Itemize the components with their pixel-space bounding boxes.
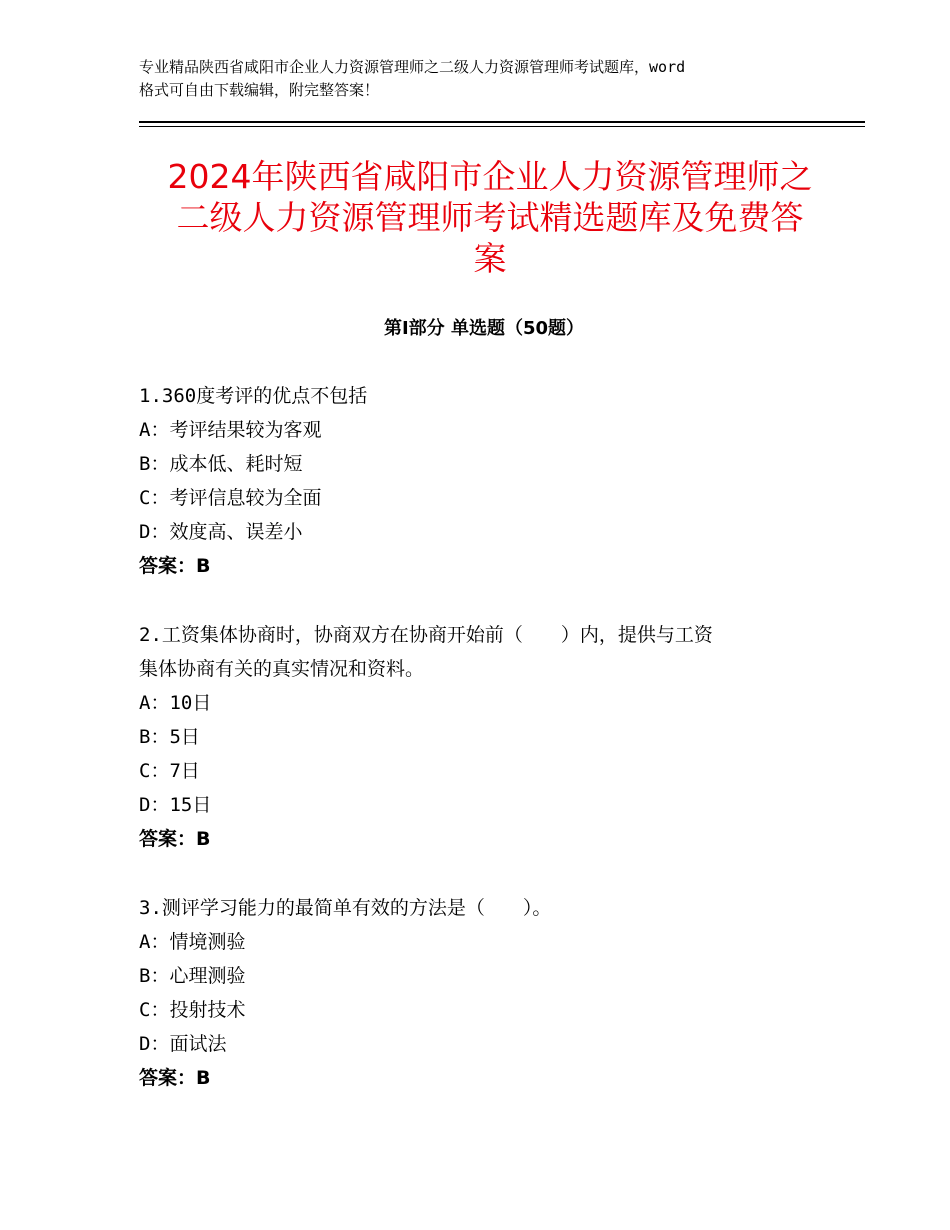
answer: 答案：B <box>139 555 211 577</box>
option-b: B：5日 <box>139 726 200 748</box>
option-a: A：情境测验 <box>139 931 246 953</box>
option-d: D：15日 <box>139 794 212 816</box>
header-note-line: 格式可自由下载编辑，附完整答案！ <box>139 81 380 99</box>
option-d: D：面试法 <box>139 1033 227 1055</box>
answer: 答案：B <box>139 1067 211 1089</box>
question-stem: 3.测评学习能力的最简单有效的方法是（ ）。 <box>139 897 552 919</box>
document-title <box>100 156 880 279</box>
header-divider <box>139 121 865 123</box>
option-a: A：考评结果较为客观 <box>139 419 322 441</box>
option-c: C：考评信息较为全面 <box>139 487 322 509</box>
section-title: 第Ⅰ部分 单选题（50题） <box>383 318 584 339</box>
title-line: 案 <box>473 239 507 278</box>
title-line: 2024年陕西省咸阳市企业人力资源管理师之 <box>167 157 813 196</box>
answer: 答案：B <box>139 828 211 850</box>
question-stem-continued: 集体协商有关的真实情况和资料。 <box>139 658 425 680</box>
question-3 <box>139 891 839 1095</box>
option-a: A：10日 <box>139 692 212 714</box>
question-2 <box>139 618 839 856</box>
option-b: B：心理测验 <box>139 965 246 987</box>
question-stem: 2.工资集体协商时，协商双方在协商开始前（ ）内，提供与工资 <box>139 624 713 646</box>
option-c: C：7日 <box>139 760 200 782</box>
header-note <box>139 56 829 102</box>
header-divider-thin <box>139 126 865 127</box>
question-1 <box>139 379 839 583</box>
question-stem: 1.360度考评的优点不包括 <box>139 385 368 407</box>
header-note-line: 专业精品陕西省咸阳市企业人力资源管理师之二级人力资源管理师考试题库，word <box>139 58 686 76</box>
title-line: 二级人力资源管理师考试精选题库及免费答 <box>176 198 804 237</box>
option-c: C：投射技术 <box>139 999 246 1021</box>
option-d: D：效度高、误差小 <box>139 521 303 543</box>
option-b: B：成本低、耗时短 <box>139 453 303 475</box>
